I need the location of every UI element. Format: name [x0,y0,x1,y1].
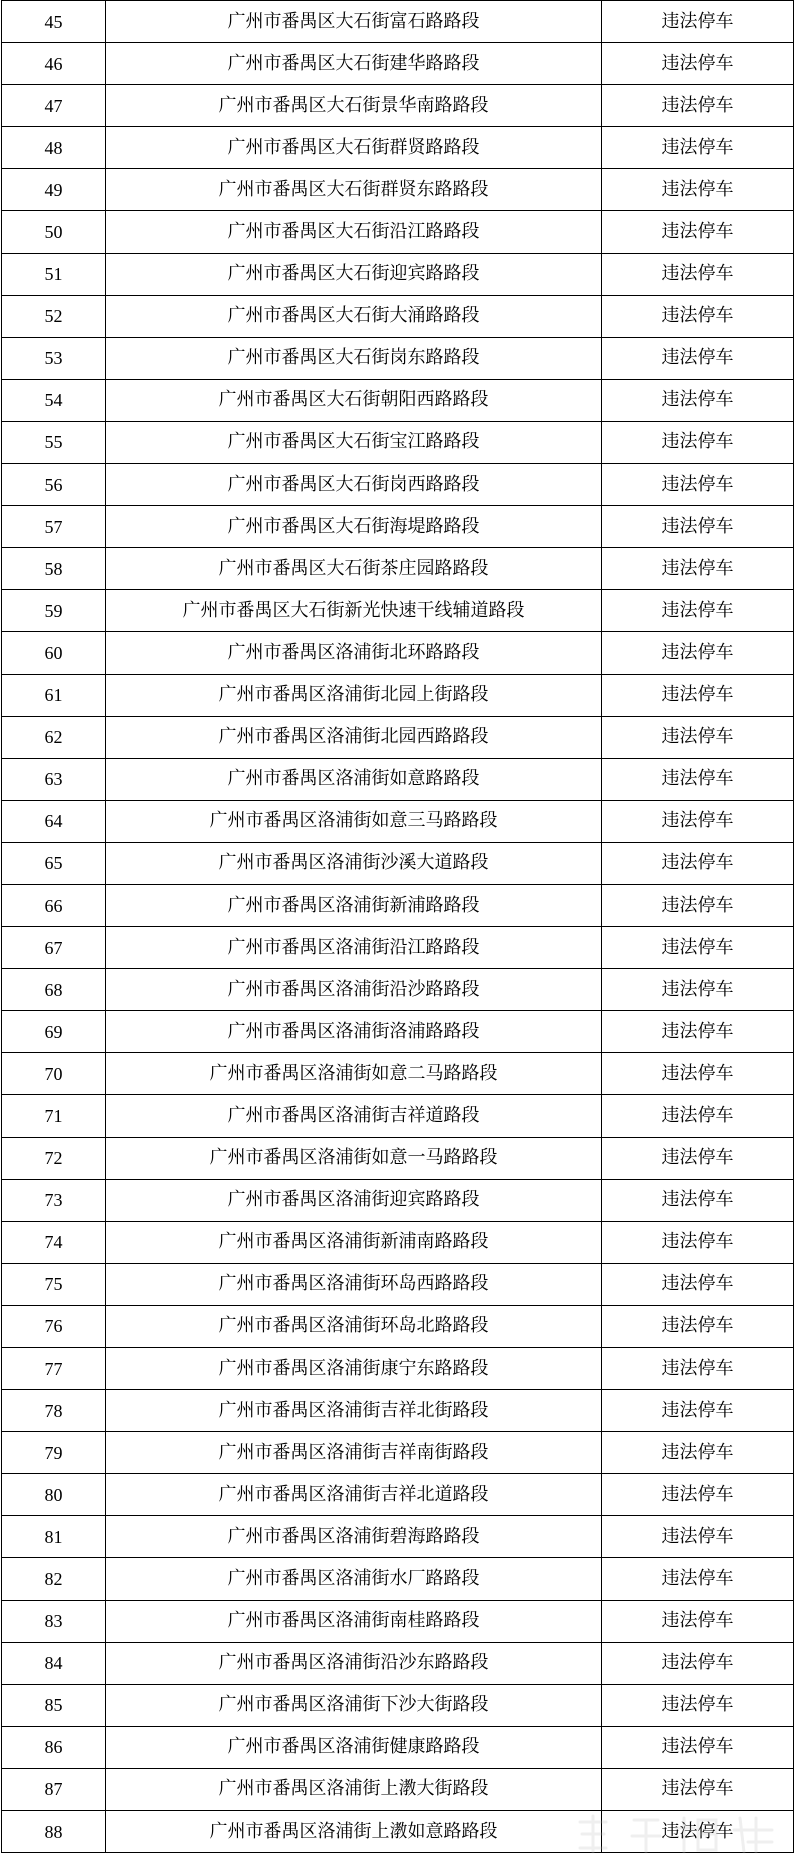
row-number-cell: 82 [2,1558,106,1600]
table-row [2,548,794,590]
table-row [2,421,794,463]
row-number-cell: 51 [2,253,106,295]
location-cell: 广州市番禺区洛浦街如意三马路路段 [106,800,602,842]
violation-type-cell: 违法停车 [602,1432,794,1474]
row-number-cell: 80 [2,1474,106,1516]
row-number-cell: 45 [2,1,106,43]
location-cell: 广州市番禺区大石街岗西路路段 [106,464,602,506]
row-number-cell: 55 [2,421,106,463]
table-row [2,632,794,674]
row-number-cell: 83 [2,1600,106,1642]
table-row [2,1348,794,1390]
violation-type-cell: 违法停车 [602,674,794,716]
row-number-cell: 68 [2,969,106,1011]
location-cell: 广州市番禺区洛浦街沿沙路路段 [106,969,602,1011]
violation-type-cell: 违法停车 [602,1348,794,1390]
violation-type-cell: 违法停车 [602,969,794,1011]
location-cell: 广州市番禺区洛浦街上漖大街路段 [106,1768,602,1810]
location-cell: 广州市番禺区洛浦街吉祥北道路段 [106,1474,602,1516]
location-cell: 广州市番禺区洛浦街沿江路路段 [106,927,602,969]
location-cell: 广州市番禺区洛浦街沿沙东路路段 [106,1642,602,1684]
row-number-cell: 59 [2,590,106,632]
location-cell: 广州市番禺区洛浦街水厂路路段 [106,1558,602,1600]
location-cell: 广州市番禺区洛浦街吉祥北街路段 [106,1390,602,1432]
violation-type-cell: 违法停车 [602,1011,794,1053]
violation-type-cell: 违法停车 [602,337,794,379]
table-row [2,1263,794,1305]
table-row [2,842,794,884]
violation-type-cell: 违法停车 [602,758,794,800]
location-cell: 广州市番禺区大石街富石路路段 [106,1,602,43]
violation-type-cell: 违法停车 [602,884,794,926]
row-number-cell: 69 [2,1011,106,1053]
table-row [2,1011,794,1053]
row-number-cell: 85 [2,1684,106,1726]
row-number-cell: 62 [2,716,106,758]
location-cell: 广州市番禺区洛浦街北园西路路段 [106,716,602,758]
table-row [2,1726,794,1768]
table-row [2,295,794,337]
violation-type-cell: 违法停车 [602,421,794,463]
violation-type-cell: 违法停车 [602,1179,794,1221]
location-cell: 广州市番禺区洛浦街如意路路段 [106,758,602,800]
violation-type-cell: 违法停车 [602,590,794,632]
location-cell: 广州市番禺区洛浦街新浦路路段 [106,884,602,926]
violation-type-cell: 违法停车 [602,379,794,421]
row-number-cell: 58 [2,548,106,590]
violation-type-cell: 违法停车 [602,127,794,169]
violation-type-cell: 违法停车 [602,632,794,674]
violation-type-cell: 违法停车 [602,1516,794,1558]
location-cell: 广州市番禺区洛浦街北园上街路段 [106,674,602,716]
violation-type-cell: 违法停车 [602,1095,794,1137]
table-row [2,674,794,716]
location-cell: 广州市番禺区大石街景华南路路段 [106,85,602,127]
row-number-cell: 87 [2,1768,106,1810]
row-number-cell: 73 [2,1179,106,1221]
table-row [2,590,794,632]
location-cell: 广州市番禺区大石街建华路路段 [106,43,602,85]
table-row [2,800,794,842]
location-cell: 广州市番禺区大石街朝阳西路路段 [106,379,602,421]
location-cell: 广州市番禺区洛浦街洛浦路路段 [106,1011,602,1053]
table-row [2,1179,794,1221]
table-row [2,337,794,379]
row-number-cell: 88 [2,1811,106,1853]
table-row [2,1768,794,1810]
table-row [2,85,794,127]
row-number-cell: 86 [2,1726,106,1768]
table-row [2,1053,794,1095]
row-number-cell: 60 [2,632,106,674]
row-number-cell: 74 [2,1221,106,1263]
violation-type-cell: 违法停车 [602,1474,794,1516]
row-number-cell: 67 [2,927,106,969]
row-number-cell: 63 [2,758,106,800]
row-number-cell: 72 [2,1137,106,1179]
table-row [2,1684,794,1726]
table-row [2,1474,794,1516]
table-row [2,1516,794,1558]
violation-type-cell: 违法停车 [602,1768,794,1810]
location-cell: 广州市番禺区大石街茶庄园路路段 [106,548,602,590]
row-number-cell: 49 [2,169,106,211]
violation-type-cell: 违法停车 [602,1,794,43]
table-row [2,1221,794,1263]
table-row [2,1095,794,1137]
row-number-cell: 75 [2,1263,106,1305]
row-number-cell: 79 [2,1432,106,1474]
location-cell: 广州市番禺区洛浦街北环路路段 [106,632,602,674]
table-body [2,1,794,1853]
table-row [2,969,794,1011]
location-cell: 广州市番禺区洛浦街下沙大街路段 [106,1684,602,1726]
violation-type-cell: 违法停车 [602,1600,794,1642]
location-cell: 广州市番禺区大石街新光快速干线辅道路段 [106,590,602,632]
location-cell: 广州市番禺区洛浦街吉祥南街路段 [106,1432,602,1474]
violation-type-cell: 违法停车 [602,211,794,253]
violation-type-cell: 违法停车 [602,548,794,590]
table-row [2,379,794,421]
violation-type-cell: 违法停车 [602,169,794,211]
violation-type-cell: 违法停车 [602,1642,794,1684]
table-row [2,211,794,253]
violation-type-cell: 违法停车 [602,1221,794,1263]
location-cell: 广州市番禺区洛浦街新浦南路路段 [106,1221,602,1263]
location-cell: 广州市番禺区洛浦街南桂路路段 [106,1600,602,1642]
table-row [2,1600,794,1642]
violation-type-cell: 违法停车 [602,842,794,884]
table-row [2,1305,794,1347]
violation-type-cell: 违法停车 [602,85,794,127]
violation-locations-table [1,0,794,1853]
location-cell: 广州市番禺区洛浦街上漖如意路路段 [106,1811,602,1853]
row-number-cell: 56 [2,464,106,506]
location-cell: 广州市番禺区大石街群贤路路段 [106,127,602,169]
row-number-cell: 84 [2,1642,106,1684]
table-row [2,884,794,926]
violation-locations-table-container [1,0,793,1853]
row-number-cell: 64 [2,800,106,842]
location-cell: 广州市番禺区洛浦街沙溪大道路段 [106,842,602,884]
row-number-cell: 71 [2,1095,106,1137]
location-cell: 广州市番禺区洛浦街碧海路路段 [106,1516,602,1558]
violation-type-cell: 违法停车 [602,716,794,758]
location-cell: 广州市番禺区洛浦街环岛北路路段 [106,1305,602,1347]
row-number-cell: 66 [2,884,106,926]
row-number-cell: 48 [2,127,106,169]
row-number-cell: 76 [2,1305,106,1347]
row-number-cell: 61 [2,674,106,716]
table-row [2,506,794,548]
location-cell: 广州市番禺区大石街群贤东路路段 [106,169,602,211]
violation-type-cell: 违法停车 [602,464,794,506]
table-row [2,1,794,43]
location-cell: 广州市番禺区大石街大涌路路段 [106,295,602,337]
row-number-cell: 78 [2,1390,106,1432]
location-cell: 广州市番禺区大石街迎宾路路段 [106,253,602,295]
violation-type-cell: 违法停车 [602,1305,794,1347]
location-cell: 广州市番禺区洛浦街如意一马路路段 [106,1137,602,1179]
table-row [2,253,794,295]
violation-type-cell: 违法停车 [602,1726,794,1768]
location-cell: 广州市番禺区大石街海堤路路段 [106,506,602,548]
table-row [2,1558,794,1600]
table-row [2,169,794,211]
table-row [2,1137,794,1179]
violation-type-cell: 违法停车 [602,1390,794,1432]
row-number-cell: 77 [2,1348,106,1390]
violation-type-cell: 违法停车 [602,1137,794,1179]
violation-type-cell: 违法停车 [602,295,794,337]
location-cell: 广州市番禺区洛浦街环岛西路路段 [106,1263,602,1305]
violation-type-cell: 违法停车 [602,506,794,548]
row-number-cell: 65 [2,842,106,884]
violation-type-cell: 违法停车 [602,1811,794,1853]
location-cell: 广州市番禺区洛浦街康宁东路路段 [106,1348,602,1390]
location-cell: 广州市番禺区大石街宝江路路段 [106,421,602,463]
row-number-cell: 47 [2,85,106,127]
location-cell: 广州市番禺区洛浦街迎宾路路段 [106,1179,602,1221]
table-row [2,43,794,85]
table-row [2,716,794,758]
table-row [2,464,794,506]
violation-type-cell: 违法停车 [602,43,794,85]
table-row [2,1390,794,1432]
row-number-cell: 57 [2,506,106,548]
location-cell: 广州市番禺区大石街沿江路路段 [106,211,602,253]
location-cell: 广州市番禺区洛浦街吉祥道路段 [106,1095,602,1137]
row-number-cell: 70 [2,1053,106,1095]
violation-type-cell: 违法停车 [602,1263,794,1305]
table-row [2,758,794,800]
row-number-cell: 46 [2,43,106,85]
table-row [2,1642,794,1684]
table-row [2,127,794,169]
violation-type-cell: 违法停车 [602,1684,794,1726]
row-number-cell: 52 [2,295,106,337]
row-number-cell: 54 [2,379,106,421]
violation-type-cell: 违法停车 [602,800,794,842]
location-cell: 广州市番禺区洛浦街健康路路段 [106,1726,602,1768]
table-row [2,927,794,969]
row-number-cell: 53 [2,337,106,379]
violation-type-cell: 违法停车 [602,253,794,295]
violation-type-cell: 违法停车 [602,927,794,969]
violation-type-cell: 违法停车 [602,1053,794,1095]
row-number-cell: 50 [2,211,106,253]
violation-type-cell: 违法停车 [602,1558,794,1600]
table-row [2,1432,794,1474]
location-cell: 广州市番禺区洛浦街如意二马路路段 [106,1053,602,1095]
table-row [2,1811,794,1853]
location-cell: 广州市番禺区大石街岗东路路段 [106,337,602,379]
row-number-cell: 81 [2,1516,106,1558]
